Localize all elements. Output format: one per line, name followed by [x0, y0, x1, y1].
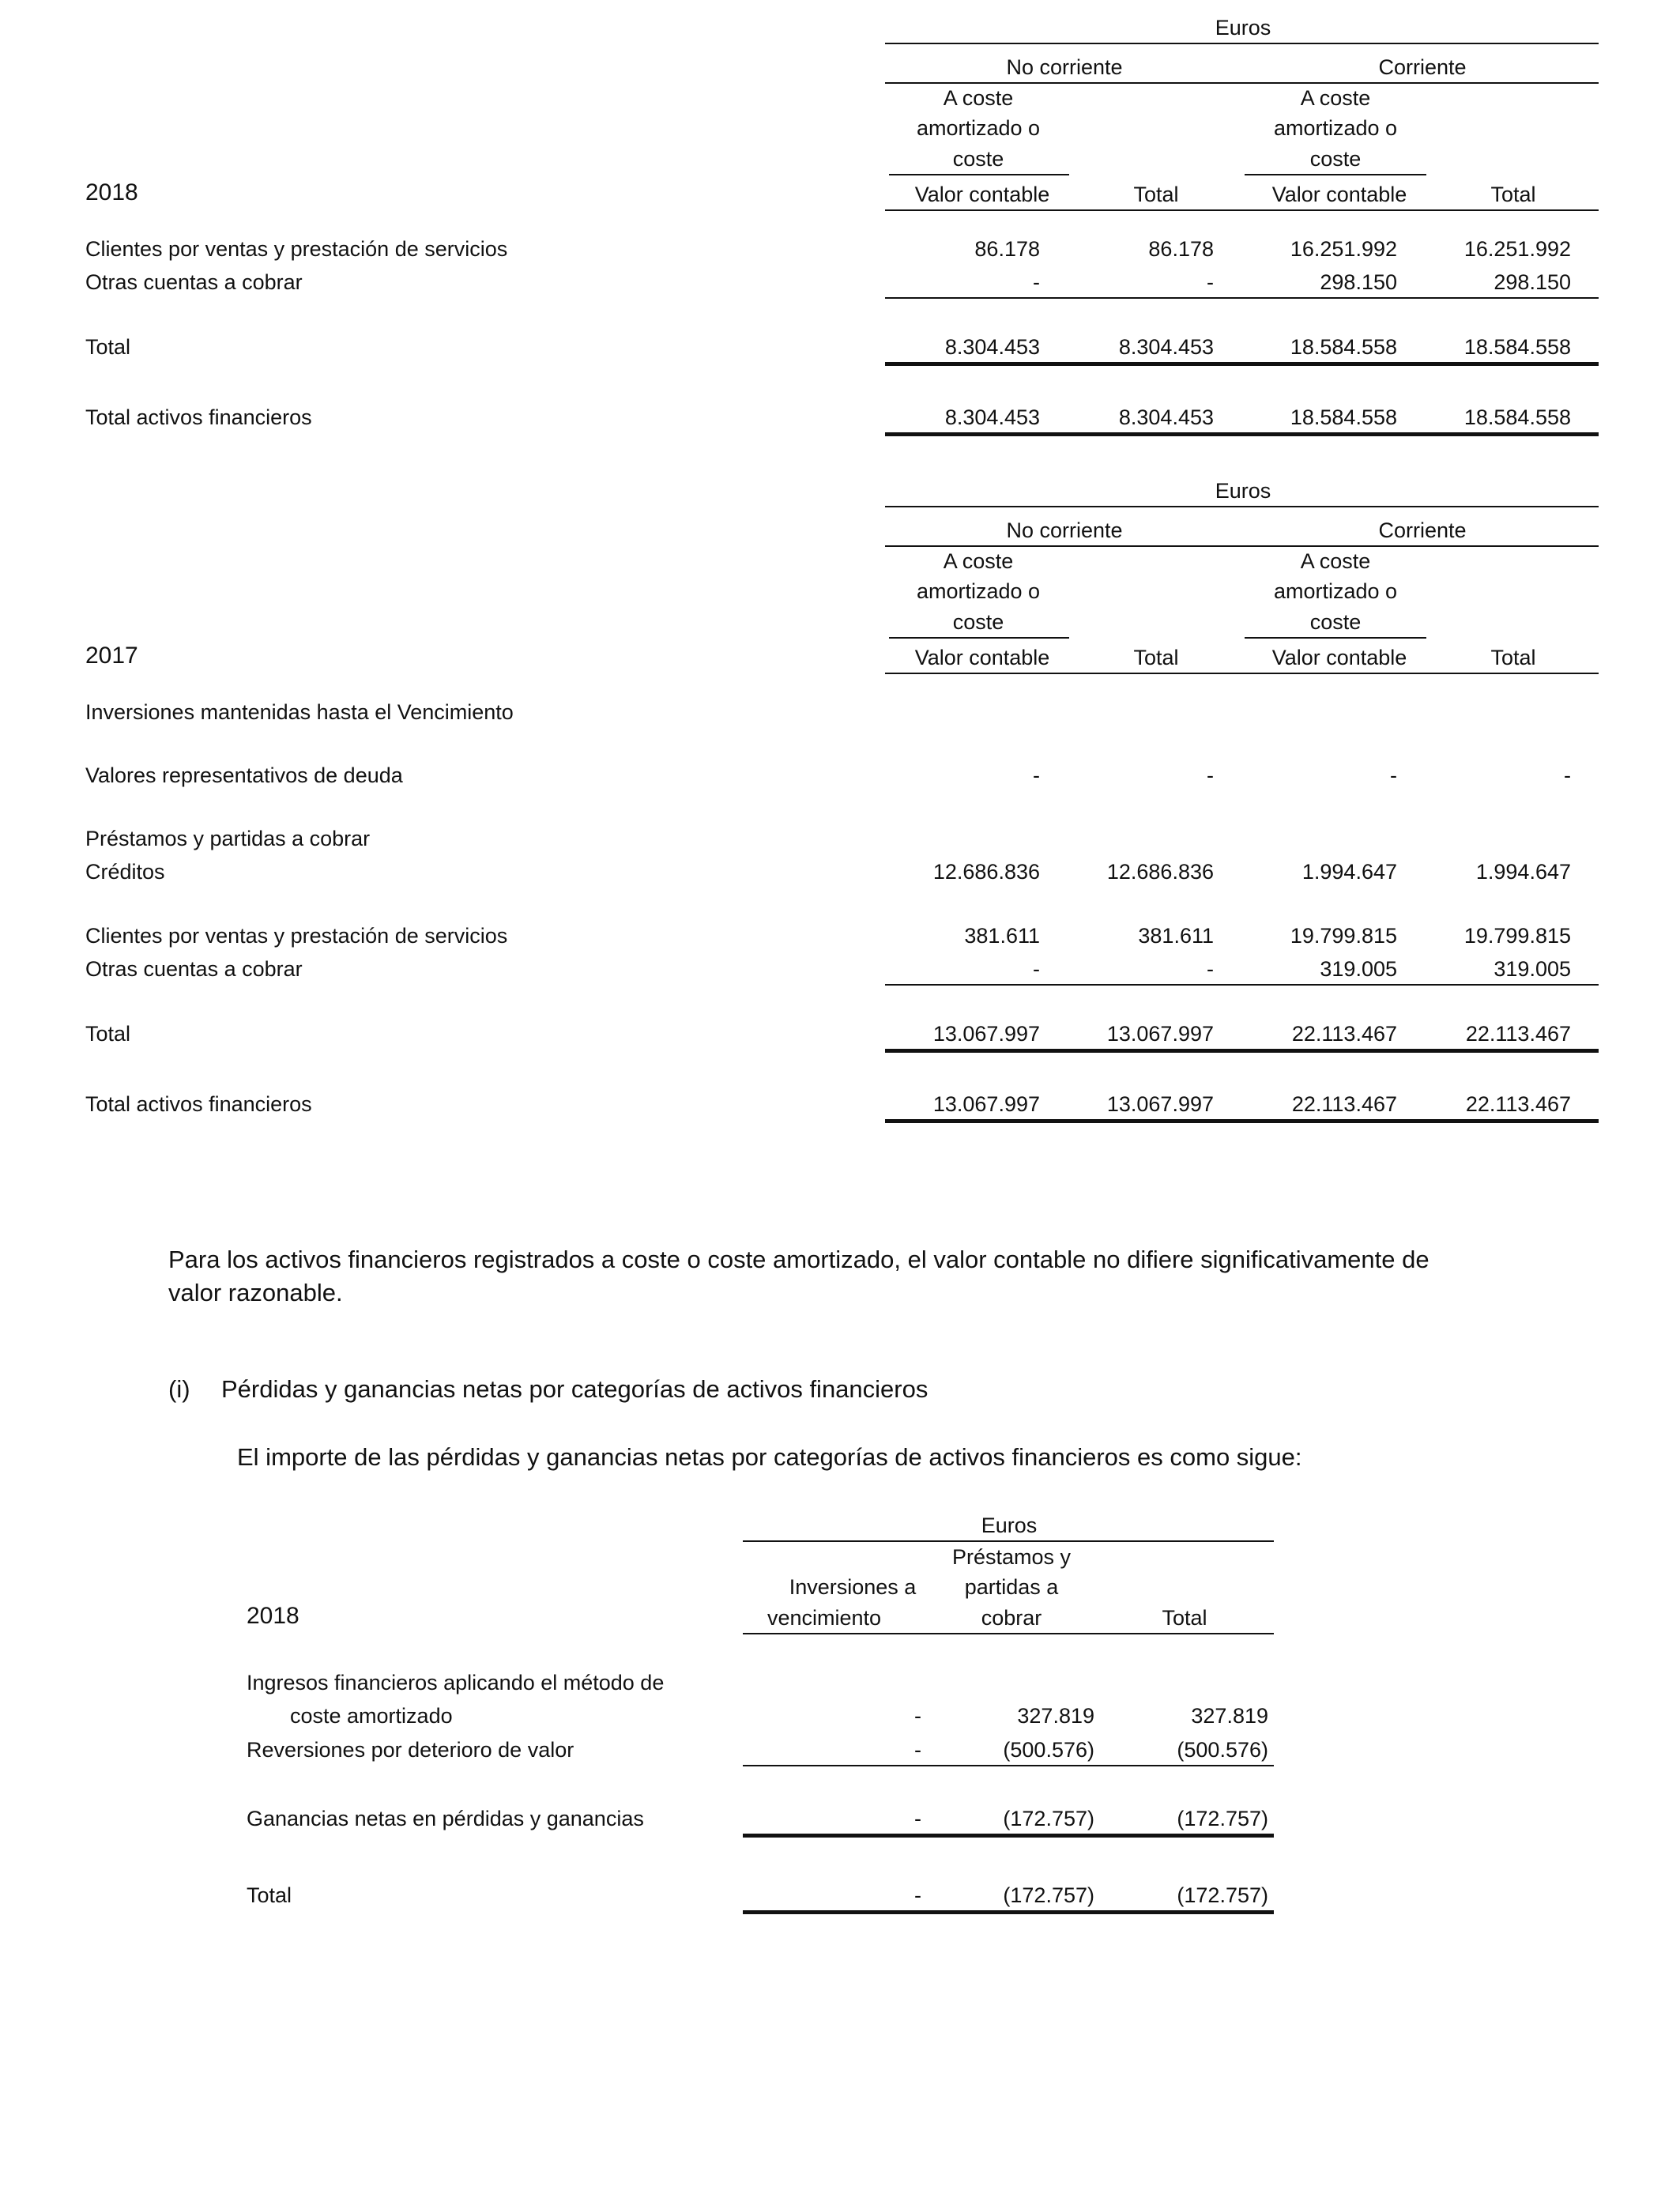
- col-header: Valor contable: [914, 646, 1050, 669]
- intro-text: El importe de las pérdidas y ganancias netas por categorías de activos financieros es como sigue:: [237, 1443, 1302, 1471]
- paragraph-line: Para los activos financieros registrados a coste o coste amortizado, el valor contable no difiere significativamente de: [168, 1246, 1430, 1273]
- cell: -: [914, 1738, 921, 1762]
- row-label: Clientes por ventas y prestación de servicios: [85, 237, 508, 261]
- cell: 22.113.467: [1465, 1022, 1571, 1046]
- row-label: Clientes por ventas y prestación de servicios: [85, 924, 508, 948]
- cell: 1.994.647: [1301, 860, 1397, 884]
- cell: 13.067.997: [932, 1092, 1040, 1116]
- cell: 12.686.836: [1106, 860, 1214, 884]
- year-label: 2017: [85, 643, 138, 669]
- cell: 18.584.558: [1463, 335, 1571, 359]
- corriente-header: Corriente: [1378, 518, 1467, 542]
- cell: (172.757): [1177, 1807, 1268, 1830]
- row-label: Otras cuentas a cobrar: [85, 957, 303, 981]
- divider: [885, 297, 1599, 299]
- col-header: Valor contable: [1271, 646, 1407, 669]
- col-header: Préstamos y: [951, 1545, 1072, 1569]
- cell: 86.178: [974, 237, 1040, 261]
- col-header: vencimiento: [767, 1606, 882, 1630]
- row-label: Total activos financieros: [85, 405, 312, 429]
- col-header: Total: [1133, 646, 1179, 669]
- divider: [743, 1910, 1274, 1914]
- subheader-line: coste: [1309, 610, 1362, 634]
- cell: 1.994.647: [1475, 860, 1571, 884]
- cell: (172.757): [1003, 1883, 1094, 1907]
- no-corriente-header: No corriente: [1006, 518, 1123, 542]
- col-header: Total: [1490, 183, 1536, 206]
- col-header: partidas a: [964, 1575, 1059, 1599]
- subheader-line: amortizado o: [1273, 579, 1398, 603]
- cell: 12.686.836: [932, 860, 1040, 884]
- divider: [743, 1834, 1274, 1838]
- euros-header: Euros: [1215, 479, 1271, 503]
- cell: (172.757): [1003, 1807, 1094, 1830]
- row-label: Total: [85, 1022, 131, 1046]
- cell: -: [914, 1883, 921, 1907]
- cell: (500.576): [1177, 1738, 1268, 1762]
- cell: 298.150: [1494, 270, 1571, 294]
- cell: 319.005: [1494, 957, 1571, 981]
- col-header: Total: [1490, 646, 1536, 669]
- divider: [885, 506, 1599, 507]
- cell: -: [914, 1807, 921, 1830]
- divider: [1245, 637, 1426, 639]
- cell: 13.067.997: [1106, 1092, 1214, 1116]
- section-title: Préstamos y partidas a cobrar: [85, 827, 371, 850]
- cell: -: [1207, 763, 1214, 787]
- divider: [889, 174, 1069, 175]
- divider: [885, 82, 1599, 84]
- divider: [885, 43, 1599, 44]
- corriente-header: Corriente: [1378, 55, 1467, 79]
- divider: [885, 545, 1599, 547]
- cell: (172.757): [1177, 1883, 1268, 1907]
- cell: 327.819: [1017, 1704, 1094, 1728]
- divider: [1245, 174, 1426, 175]
- row-label: Créditos: [85, 860, 165, 884]
- divider: [885, 673, 1599, 674]
- subheader-line: A coste: [943, 549, 1014, 573]
- subheader-line: amortizado o: [1273, 116, 1398, 140]
- cell: 18.584.558: [1463, 405, 1571, 429]
- section-title: Pérdidas y ganancias netas por categorías de activos financieros: [221, 1375, 929, 1403]
- subheader-line: A coste: [1300, 86, 1371, 110]
- cell: -: [1207, 957, 1214, 981]
- section-marker: (i): [168, 1375, 190, 1403]
- year-label: 2018: [85, 179, 138, 205]
- divider: [889, 637, 1069, 639]
- cell: -: [914, 1704, 921, 1728]
- cell: -: [1207, 270, 1214, 294]
- divider: [885, 1049, 1599, 1053]
- cell: 16.251.992: [1463, 237, 1571, 261]
- cell: 381.611: [964, 924, 1040, 948]
- row-label: coste amortizado: [290, 1704, 453, 1728]
- cell: 8.304.453: [1118, 405, 1214, 429]
- divider: [885, 209, 1599, 211]
- section-title: Inversiones mantenidas hasta el Vencimiento: [85, 700, 514, 724]
- cell: 86.178: [1148, 237, 1214, 261]
- cell: 319.005: [1320, 957, 1397, 981]
- cell: 19.799.815: [1463, 924, 1571, 948]
- cell: (500.576): [1003, 1738, 1094, 1762]
- cell: 13.067.997: [932, 1022, 1040, 1046]
- subheader-line: coste: [1309, 147, 1362, 171]
- no-corriente-header: No corriente: [1006, 55, 1123, 79]
- col-header: Valor contable: [1271, 183, 1407, 206]
- year-label: 2018: [247, 1603, 299, 1629]
- cell: 18.584.558: [1290, 335, 1397, 359]
- cell: 19.799.815: [1290, 924, 1397, 948]
- divider: [885, 1119, 1599, 1123]
- cell: -: [1033, 270, 1040, 294]
- subheader-line: coste: [952, 610, 1004, 634]
- cell: 22.113.467: [1291, 1022, 1397, 1046]
- row-label: Ingresos financieros aplicando el método de: [247, 1671, 665, 1695]
- col-header: cobrar: [981, 1606, 1042, 1630]
- cell: -: [1564, 763, 1571, 787]
- cell: -: [1390, 763, 1397, 787]
- subheader-line: coste: [952, 147, 1004, 171]
- divider: [743, 1765, 1274, 1766]
- divider: [743, 1633, 1274, 1634]
- cell: -: [1033, 763, 1040, 787]
- divider: [743, 1540, 1274, 1542]
- euros-header: Euros: [981, 1514, 1038, 1537]
- cell: 22.113.467: [1465, 1092, 1571, 1116]
- divider: [885, 984, 1599, 986]
- row-label: Total activos financieros: [85, 1092, 312, 1116]
- cell: -: [1033, 957, 1040, 981]
- cell: 22.113.467: [1291, 1092, 1397, 1116]
- cell: 298.150: [1320, 270, 1397, 294]
- row-label: Total: [247, 1883, 292, 1907]
- cell: 327.819: [1191, 1704, 1268, 1728]
- subheader-line: A coste: [943, 86, 1014, 110]
- cell: 13.067.997: [1106, 1022, 1214, 1046]
- row-label: Valores representativos de deuda: [85, 763, 403, 787]
- divider: [885, 432, 1599, 436]
- subheader-line: amortizado o: [916, 579, 1041, 603]
- col-header: Inversiones a: [789, 1575, 917, 1599]
- col-header: Total: [1162, 1606, 1207, 1630]
- paragraph-line: valor razonable.: [168, 1279, 343, 1306]
- euros-header: Euros: [1215, 16, 1271, 40]
- row-label: Reversiones por deterioro de valor: [247, 1738, 574, 1762]
- cell: 8.304.453: [944, 335, 1040, 359]
- cell: 8.304.453: [1118, 335, 1214, 359]
- row-label: Total: [85, 335, 131, 359]
- cell: 381.611: [1138, 924, 1214, 948]
- cell: 8.304.453: [944, 405, 1040, 429]
- col-header: Valor contable: [914, 183, 1050, 206]
- divider: [885, 362, 1599, 366]
- subheader-line: amortizado o: [916, 116, 1041, 140]
- subheader-line: A coste: [1300, 549, 1371, 573]
- row-label: Ganancias netas en pérdidas y ganancias: [247, 1807, 644, 1830]
- cell: 16.251.992: [1290, 237, 1397, 261]
- row-label: Otras cuentas a cobrar: [85, 270, 303, 294]
- cell: 18.584.558: [1290, 405, 1397, 429]
- col-header: Total: [1133, 183, 1179, 206]
